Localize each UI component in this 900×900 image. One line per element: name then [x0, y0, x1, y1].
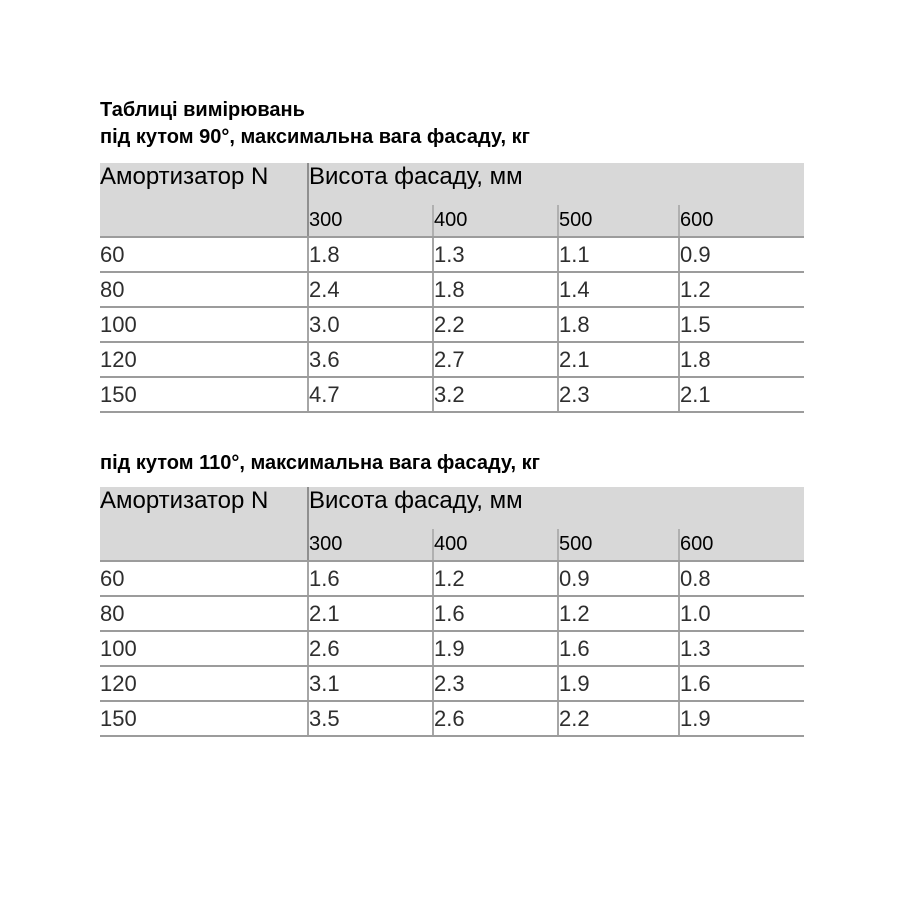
value-cell: 3.2	[433, 377, 558, 412]
row-label: 80	[100, 272, 308, 307]
table-row	[100, 342, 804, 377]
value-cell: 1.2	[558, 596, 679, 631]
value-cell: 0.9	[558, 561, 679, 596]
value-cell: 0.8	[679, 561, 804, 596]
column-header-500: 500	[558, 205, 679, 237]
row-label: 100	[100, 307, 308, 342]
value-cell: 1.2	[433, 561, 558, 596]
page-title-block	[100, 97, 804, 151]
value-cell: 3.1	[308, 666, 433, 701]
row-label: 150	[100, 377, 308, 412]
column-header-600: 600	[679, 205, 804, 237]
value-cell: 1.6	[679, 666, 804, 701]
column-header-400: 400	[433, 529, 558, 561]
row-label: 120	[100, 342, 308, 377]
value-cell: 1.3	[433, 237, 558, 272]
table-row	[100, 561, 804, 596]
value-cell: 3.5	[308, 701, 433, 736]
table-row	[100, 666, 804, 701]
table-row	[100, 596, 804, 631]
table-row	[100, 237, 804, 272]
row-label: 80	[100, 596, 308, 631]
measurement-table-110	[100, 487, 804, 737]
value-cell: 2.7	[433, 342, 558, 377]
value-cell: 2.2	[433, 307, 558, 342]
value-cell: 2.3	[433, 666, 558, 701]
value-cell: 4.7	[308, 377, 433, 412]
column-header-damper: Амортизатор N	[100, 487, 308, 561]
column-header-500: 500	[558, 529, 679, 561]
value-cell: 0.9	[679, 237, 804, 272]
table-row	[100, 631, 804, 666]
column-header-400: 400	[433, 205, 558, 237]
table-row	[100, 307, 804, 342]
column-header-600: 600	[679, 529, 804, 561]
value-cell: 1.8	[433, 272, 558, 307]
value-cell: 2.1	[679, 377, 804, 412]
value-cell: 1.8	[308, 237, 433, 272]
value-cell: 2.4	[308, 272, 433, 307]
measurement-table-90	[100, 163, 804, 413]
value-cell: 2.1	[558, 342, 679, 377]
value-cell: 2.3	[558, 377, 679, 412]
value-cell: 1.9	[433, 631, 558, 666]
column-header-300: 300	[308, 205, 433, 237]
row-label: 60	[100, 561, 308, 596]
value-cell: 1.3	[679, 631, 804, 666]
column-header-damper: Амортизатор N	[100, 163, 308, 237]
value-cell: 1.8	[679, 342, 804, 377]
value-cell: 1.6	[558, 631, 679, 666]
value-cell: 1.6	[433, 596, 558, 631]
column-header-300: 300	[308, 529, 433, 561]
value-cell: 3.0	[308, 307, 433, 342]
value-cell: 1.1	[558, 237, 679, 272]
value-cell: 1.0	[679, 596, 804, 631]
table-row	[100, 272, 804, 307]
table-row	[100, 377, 804, 412]
value-cell: 1.9	[679, 701, 804, 736]
table-90-subtitle: під кутом 90°, максимальна вага фасаду, кг	[100, 126, 530, 148]
row-label: 100	[100, 631, 308, 666]
value-cell: 2.1	[308, 596, 433, 631]
value-cell: 1.2	[679, 272, 804, 307]
column-group-header-facade-height: Висота фасаду, мм	[308, 163, 804, 205]
value-cell: 2.6	[433, 701, 558, 736]
page-title: Таблиці вимірювань	[100, 99, 305, 121]
value-cell: 1.8	[558, 307, 679, 342]
value-cell: 1.4	[558, 272, 679, 307]
value-cell: 3.6	[308, 342, 433, 377]
table-row	[100, 701, 804, 736]
document-content	[100, 97, 804, 737]
value-cell: 1.6	[308, 561, 433, 596]
row-label: 150	[100, 701, 308, 736]
column-group-header-facade-height: Висота фасаду, мм	[308, 487, 804, 529]
value-cell: 1.5	[679, 307, 804, 342]
row-label: 60	[100, 237, 308, 272]
table-110-subtitle: під кутом 110°, максимальна вага фасаду, кг	[100, 452, 540, 474]
value-cell: 2.6	[308, 631, 433, 666]
row-label: 120	[100, 666, 308, 701]
value-cell: 1.9	[558, 666, 679, 701]
value-cell: 2.2	[558, 701, 679, 736]
